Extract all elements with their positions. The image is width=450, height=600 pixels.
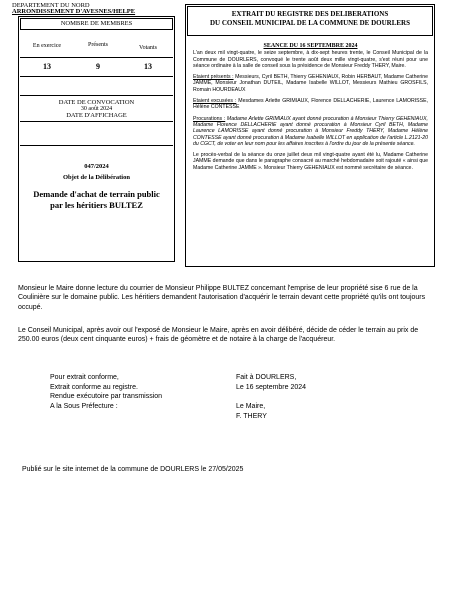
deliberation-object-label: Objet de la Délibération (63, 174, 130, 181)
label-presents: Présents (88, 42, 108, 48)
procurations-paragraph (193, 116, 428, 147)
count-votants: 13 (144, 62, 152, 71)
body-paragraph-1: Monsieur le Maire donne lecture du courrier de Monsieur Philippe BULTEZ concernant l'emprise de leur propriété sise 6 rue de la Coulinière sur le domaine public. Les héritiers demandent l'autorisation d'acquérir le terrain devant cette propriété qu'ils ont toujours occupé. (18, 285, 426, 311)
presents-text: Messieurs, Cyril BETH, Thierry GEHENIAUX, Robin HERBAUT, Madame Catherine JAMME, Monsieur Jonathan DUTEIL, Madame Isabelle WILLOT, Messieurs Mathieu GROSFILS, Romain HOURDEAUX (193, 74, 429, 93)
deliberation-subject: Demande d'achat de terrain public par les héritiers BULTEZ (33, 189, 160, 210)
signature-date: Le 16 septembre 2024 (236, 383, 307, 391)
signature-left-line: Rendue exécutoire par transmission (50, 393, 163, 400)
body-paragraph-2: Le Conseil Municipal, après avoir ouï l'exposé de Monsieur le Maire, après en avoir délibéré, décide de céder le terrain au prix de 250.00 euros (deux cent cinquante euros) + frais de géomètre et de notaire à la charge de l'acquéreur. (18, 327, 419, 344)
deliberation-box (20, 145, 173, 260)
extract-title (187, 6, 433, 36)
divider (20, 121, 173, 122)
signature-left-line: Extrait conforme au registre. (50, 383, 138, 391)
signature-mayor-title: Le Maire, (236, 403, 266, 410)
extract-body (193, 43, 428, 176)
signature-right-block (236, 373, 306, 392)
count-presents: 9 (96, 62, 100, 71)
excuses-paragraph (193, 98, 428, 111)
signature-mayor-block (236, 402, 267, 421)
signature-left-block (50, 373, 162, 411)
label-votants: Votants (139, 45, 157, 51)
procurations-label: Procurations : (193, 115, 226, 122)
members-title: NOMBRE DE MEMBRES (20, 18, 173, 30)
seance-title: SEANCE DU 16 SEPTEMBRE 2024 (263, 43, 358, 49)
convocation-date: 30 août 2024 (80, 106, 113, 112)
extract-title-line2: DU CONSEIL MUNICIPAL DE LA COMMUNE DE DOURLERS (210, 19, 410, 27)
presents-label: Etaient présents : (193, 74, 234, 81)
excuses-text: Mesdames Arlette GRIMIAUX, Florence DELLACHERIE, Laurence LAMORISSE, Hélène CONTESSE (193, 98, 428, 111)
member-counts-row (20, 57, 173, 77)
excuses-label: Etaient excusées : (193, 98, 237, 105)
presents-paragraph (193, 74, 428, 93)
meeting-info-panel (18, 16, 175, 262)
signature-left-line: A la Sous Préfecture : (50, 402, 118, 410)
affichage-label: DATE D'AFFICHAGE (66, 112, 127, 119)
extract-panel (185, 4, 435, 267)
label-en-exercice: En exercice (32, 43, 62, 49)
signature-place: Fait à DOURLERS, (236, 374, 297, 381)
divider (20, 95, 173, 96)
proces-verbal-paragraph: Le procès-verbal de la séance du onze juillet deux mil vingt-quatre ayant été lu, Madame Catherine JAMME demande que dans le paragraphe consacré au marché hebdomadaire soit rajouté « ainsi que Madame Catherine JAMME ». Monsieur Thierry GEHENIAUX est nommé secrétaire de séance. (193, 152, 428, 171)
signature-mayor-name: F. THERY (236, 412, 267, 420)
signature-left-line: Pour extrait conforme, (50, 374, 119, 381)
department-label: DEPARTEMENT DU NORD (12, 2, 90, 9)
publication-note: Publié sur le site internet de la commune de DOURLERS le 27/05/2025 (22, 466, 244, 473)
count-en-exercice: 13 (43, 62, 51, 71)
deliberation-number: 047/2024 (84, 163, 109, 170)
convocation-label: DATE DE CONVOCATION (58, 99, 135, 106)
procurations-text: Madame Arlette GRIMIAUX ayant donné procuration à Monsieur Thierry GEHENIAUX, Madame Florence DELLACHERIE ayant donné procuration à Monsieur Cyril BETH, Madame Laurence LAMORISSE ayant donné procuration à Monsieur Freddy THERY, Madame Hélène CONTESSE ayant donné procuration à Madame Isabelle WILLOT en application de l'article L.2121-20 du CGCT, de voter en leur nom pour les affaires inscrites à l'ordre du jour de la présente séance. (193, 115, 428, 147)
extract-title-line1: EXTRAIT DU REGISTRE DES DELIBERATIONS (231, 10, 389, 18)
arrondissement-label: ARRONDISSEMENT D'AVESNES/HELPE (12, 8, 136, 15)
extract-intro: L'an deux mil vingt-quatre, le seize septembre, à dix-sept heures trente, le Conseil Municipal de la Commune de DOURLERS, convoqué le trente août deux mille vingt-quatre, s'est réuni pour une séance ordinaire à la salle de conseil sous la présidence de Monsieur Freddy THERY, Maire. (193, 50, 428, 69)
